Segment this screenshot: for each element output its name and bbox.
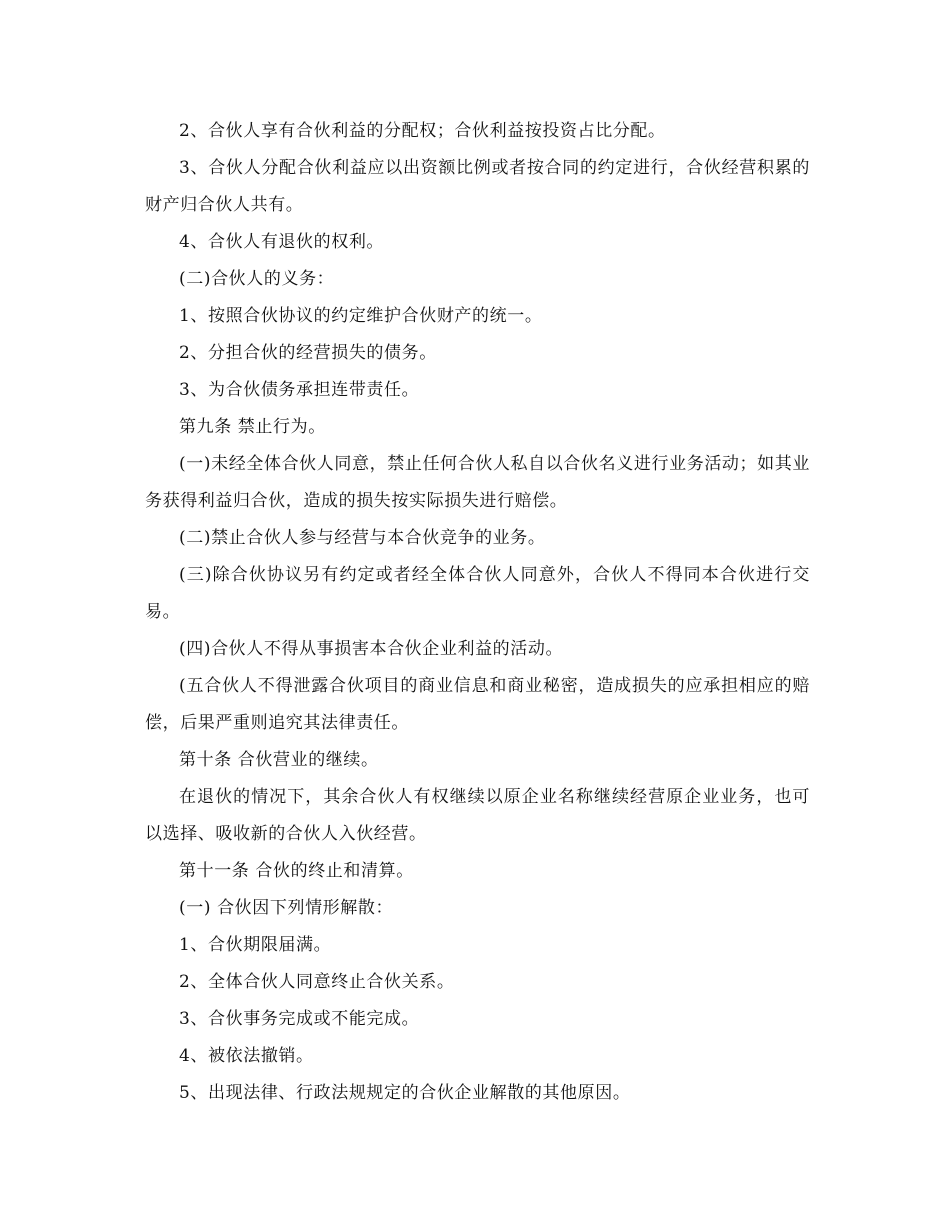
document-body xyxy=(145,113,810,1112)
paragraph: (四)合伙人不得从事损害本合伙企业利益的活动。 xyxy=(179,639,564,659)
section-heading: (二)合伙人的义务： xyxy=(179,269,335,289)
paragraph: 4、被依法撤销。 xyxy=(179,1046,314,1066)
paragraph: 1、按照合伙协议的约定维护合伙财产的统一。 xyxy=(179,306,543,326)
paragraph: 2、合伙人享有合伙利益的分配权；合伙利益按投资占比分配。 xyxy=(179,121,666,141)
paragraph: 2、分担合伙的经营损失的债务。 xyxy=(179,343,437,363)
paragraph: 在退伙的情况下，其余合伙人有权继续以原企业名称继续经营原企业业务，也可以选择、吸收新的合伙人入伙经营。 xyxy=(145,787,810,844)
paragraph: 1、合伙期限届满。 xyxy=(179,935,332,955)
article-heading: 第九条 禁止行为。 xyxy=(179,417,326,437)
paragraph: 3、合伙事务完成或不能完成。 xyxy=(179,1009,420,1029)
paragraph: 2、全体合伙人同意终止合伙关系。 xyxy=(179,972,455,992)
paragraph: (二)禁止合伙人参与经营与本合伙竞争的业务。 xyxy=(179,528,546,548)
paragraph: 5、出现法律、行政法规规定的合伙企业解散的其他原因。 xyxy=(179,1083,631,1103)
section-heading: (一) 合伙因下列情形解散： xyxy=(179,898,394,918)
paragraph: 4、合伙人有退伙的权利。 xyxy=(179,232,385,252)
paragraph: 3、为合伙债务承担连带责任。 xyxy=(179,380,420,400)
paragraph: 3、合伙人分配合伙利益应以出资额比例或者按合同的约定进行，合伙经营积累的财产归合伙人共有。 xyxy=(145,158,810,215)
paragraph: (一)未经全体合伙人同意，禁止任何合伙人私自以合伙名义进行业务活动；如其业务获得利益归合伙，造成的损失按实际损失进行赔偿。 xyxy=(145,454,810,511)
paragraph: (五合伙人不得泄露合伙项目的商业信息和商业秘密，造成损失的应承担相应的赔偿，后果严重则追究其法律责任。 xyxy=(145,676,810,733)
paragraph: (三)除合伙协议另有约定或者经全体合伙人同意外，合伙人不得同本合伙进行交易。 xyxy=(145,565,810,622)
article-heading: 第十条 合伙营业的继续。 xyxy=(179,750,379,770)
article-heading: 第十一条 合伙的终止和清算。 xyxy=(179,861,414,881)
